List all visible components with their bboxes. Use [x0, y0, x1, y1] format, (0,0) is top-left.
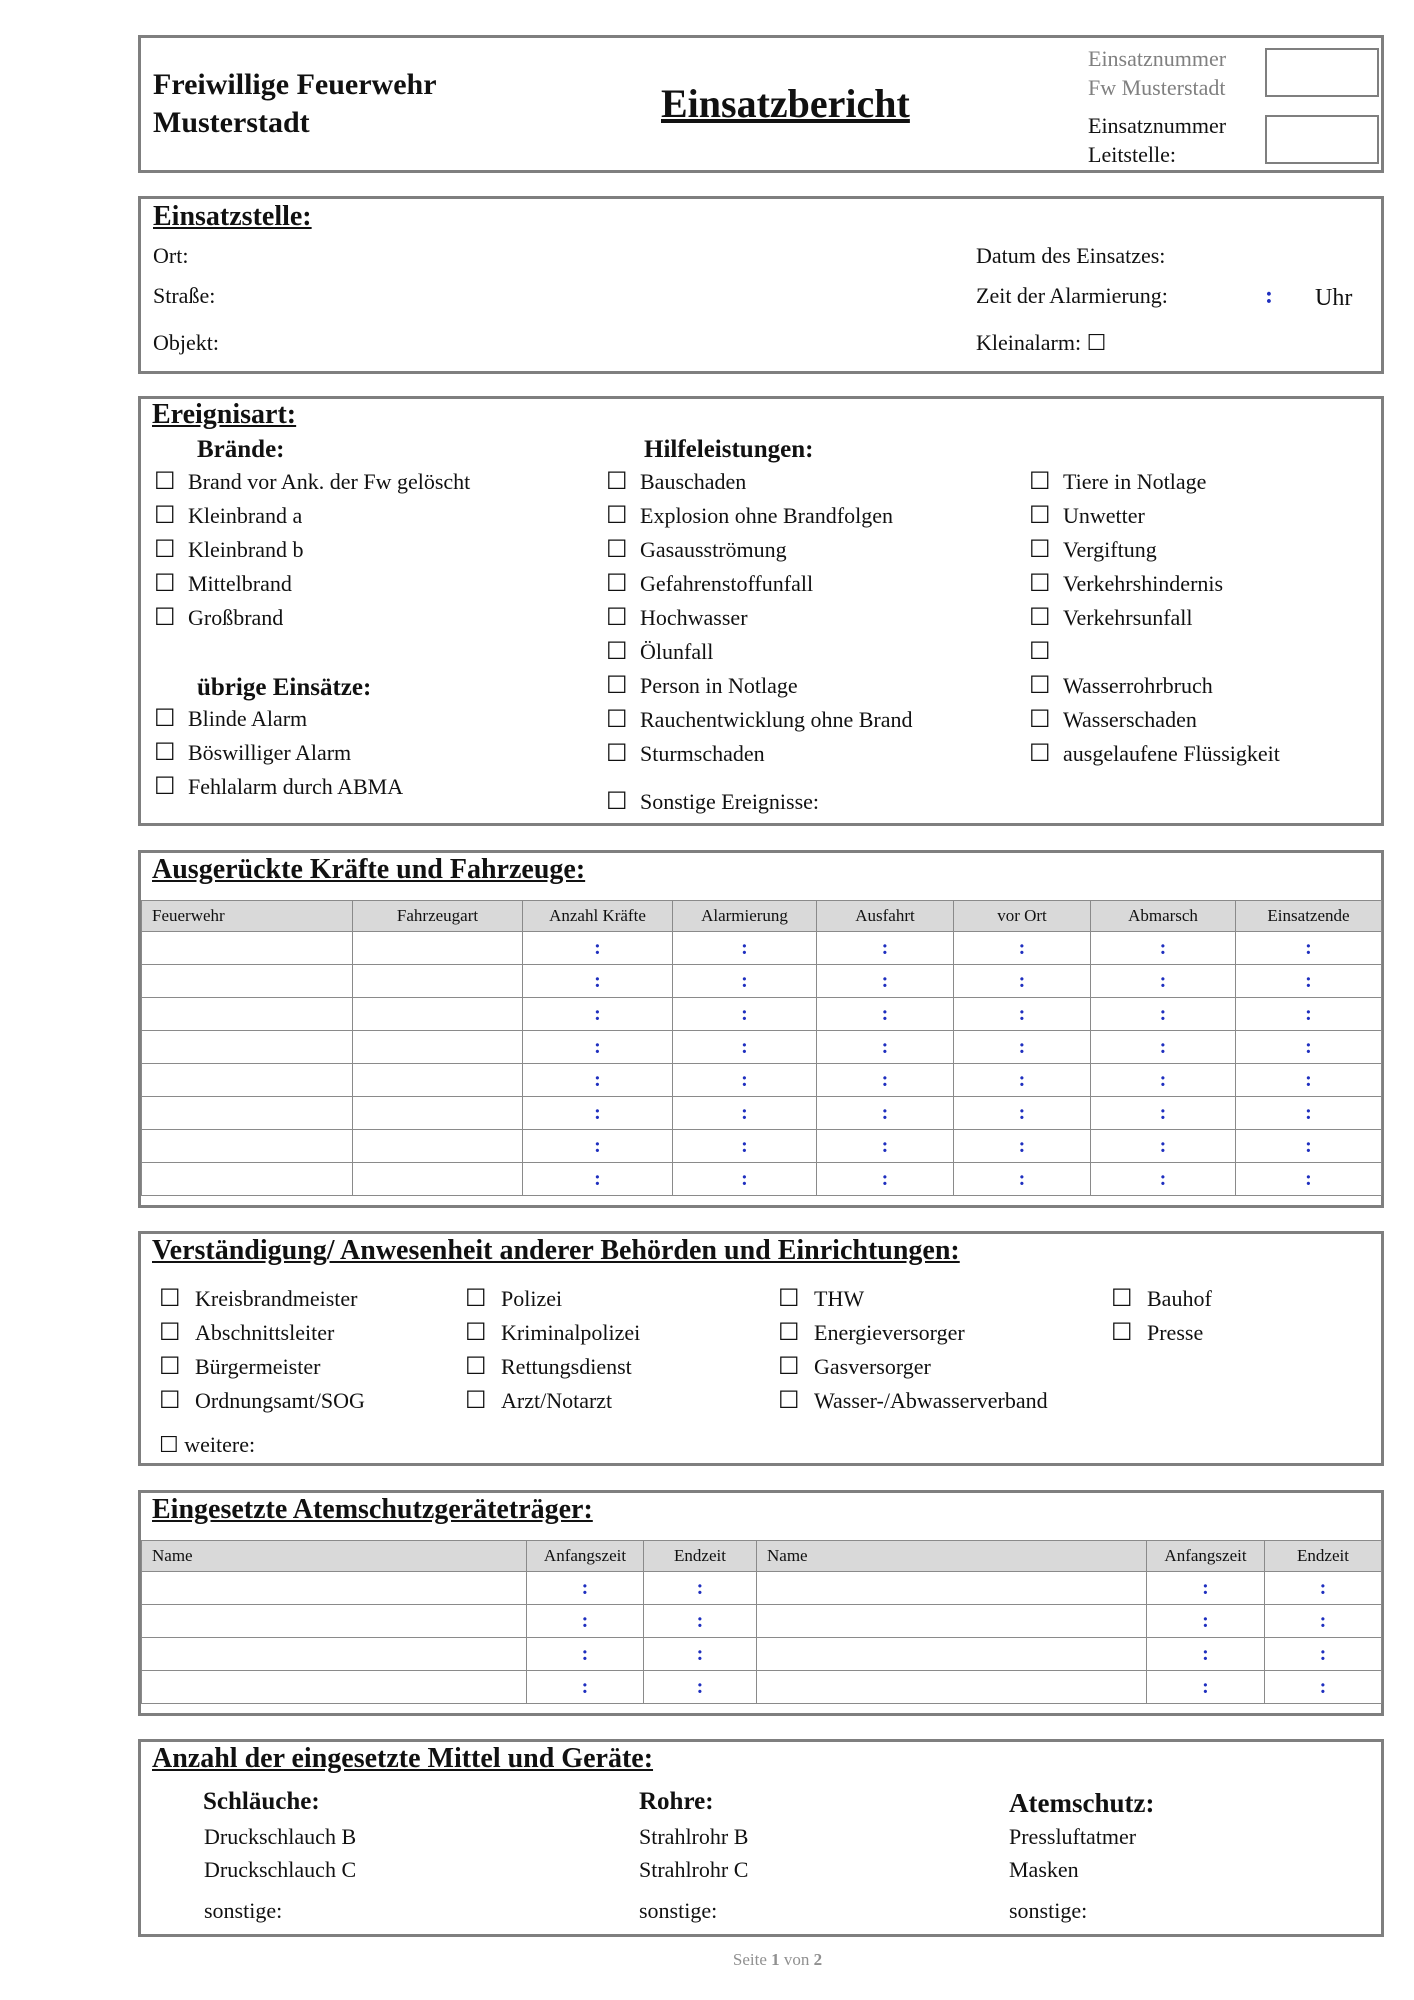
footer-total-pages: 2	[813, 1950, 823, 1969]
table-cell[interactable]: :	[954, 1130, 1091, 1163]
mittel-box	[138, 1739, 1384, 1937]
behoerde-item-label: Ordnungsamt/SOG	[195, 1388, 365, 1413]
table-cell[interactable]	[353, 1097, 523, 1130]
hilfe-item-label: Tiere in Notlage	[1063, 469, 1207, 494]
table-cell[interactable]: :	[523, 1064, 673, 1097]
table-cell[interactable]	[757, 1638, 1147, 1671]
behoerde-item-label: Polizei	[501, 1286, 563, 1311]
checkbox[interactable]: ☐	[465, 1286, 487, 1312]
footer-seite: Seite	[732, 1950, 767, 1969]
ls-number-field[interactable]	[1265, 115, 1379, 164]
uebrige-item-label: Fehlalarm durch ABMA	[188, 774, 404, 799]
hilfe-item[interactable]	[606, 637, 713, 666]
table-cell[interactable]: :	[1147, 1638, 1265, 1671]
table-cell[interactable]: :	[817, 932, 954, 965]
hilfe-item[interactable]	[1029, 535, 1157, 564]
hilfe-item[interactable]	[606, 501, 893, 530]
table-cell[interactable]: :	[1091, 965, 1236, 998]
table-cell[interactable]: :	[523, 998, 673, 1031]
table-cell[interactable]	[142, 1064, 353, 1097]
table-cell[interactable]	[142, 998, 353, 1031]
behoerde-item-label: THW	[814, 1286, 865, 1311]
org-name	[153, 66, 437, 142]
behoerde-item[interactable]	[465, 1352, 632, 1381]
behoerde-item[interactable]	[778, 1318, 965, 1347]
hilfe-item[interactable]	[606, 739, 765, 768]
table-cell[interactable]: :	[817, 1031, 954, 1064]
table-cell[interactable]	[142, 932, 353, 965]
schlaeuche-sonstige: sonstige:	[204, 1898, 283, 1923]
checkbox[interactable]: ☐	[154, 740, 176, 766]
checkbox[interactable]: ☐	[778, 1320, 800, 1346]
table-cell[interactable]: :	[644, 1605, 757, 1638]
hilfe-item-label: Vergiftung	[1063, 537, 1157, 562]
table-cell[interactable]: :	[644, 1638, 757, 1671]
einsatzstelle-box	[138, 196, 1384, 374]
table-cell[interactable]	[353, 1064, 523, 1097]
table-cell[interactable]: :	[954, 1163, 1091, 1196]
column-header: Ausfahrt	[817, 901, 954, 932]
uebrige-title: übrige Einsätze:	[197, 674, 372, 701]
checkbox[interactable]: ☐	[606, 789, 628, 815]
column-header: Anfangszeit	[1147, 1541, 1265, 1572]
einsatzstelle-title: Einsatzstelle:	[153, 201, 312, 232]
weitere-item[interactable]	[159, 1432, 255, 1458]
ort-label: Ort:	[153, 243, 189, 268]
header-box	[138, 35, 1384, 173]
table-cell[interactable]: :	[1236, 998, 1382, 1031]
table-row	[142, 965, 1382, 998]
behoerde-item-label: Kreisbrandmeister	[195, 1286, 358, 1311]
hilfe-item-label: Sturmschaden	[640, 741, 765, 766]
checkbox[interactable]: ☐	[606, 503, 628, 529]
checkbox[interactable]: ☐	[606, 639, 628, 665]
behoerde-item-label: Rettungsdienst	[501, 1354, 632, 1379]
table-cell[interactable]: :	[817, 1163, 954, 1196]
table-cell[interactable]: :	[673, 1064, 817, 1097]
checkbox[interactable]: ☐	[1029, 741, 1051, 767]
table-cell[interactable]: :	[954, 1097, 1091, 1130]
hilfe-title: Hilfeleistungen:	[644, 436, 814, 463]
table-cell[interactable]: :	[954, 965, 1091, 998]
behoerde-item[interactable]	[159, 1284, 358, 1313]
table-cell[interactable]	[142, 1605, 527, 1638]
table-cell[interactable]	[353, 1130, 523, 1163]
table-cell[interactable]	[353, 1031, 523, 1064]
table-cell[interactable]: :	[954, 1064, 1091, 1097]
rohre-item: Strahlrohr B	[639, 1824, 749, 1849]
checkbox[interactable]: ☐	[606, 571, 628, 597]
hilfe-item[interactable]	[606, 535, 787, 564]
hilfe-item-label: Wasserschaden	[1063, 707, 1197, 732]
atemschutz-title: Eingesetzte Atemschutzgeräteträger:	[152, 1494, 593, 1525]
checkbox[interactable]: ☐	[606, 741, 628, 767]
table-row	[142, 1064, 1382, 1097]
brand-item-label: Kleinbrand b	[188, 537, 304, 562]
brand-item[interactable]	[154, 569, 292, 598]
behoerde-item[interactable]	[465, 1386, 612, 1415]
brand-item[interactable]	[154, 501, 302, 530]
table-cell[interactable]: :	[1091, 1031, 1236, 1064]
table-cell[interactable]: :	[1091, 1064, 1236, 1097]
rohre-item: Strahlrohr C	[639, 1857, 749, 1882]
kleinalarm-text: Kleinalarm:	[976, 330, 1082, 355]
table-cell[interactable]	[142, 1572, 527, 1605]
page-title: Einsatzbericht	[661, 81, 910, 126]
checkbox[interactable]: ☐	[606, 469, 628, 495]
org-line1: Freiwillige Feuerwehr	[153, 68, 437, 101]
checkbox[interactable]: ☐	[159, 1320, 181, 1346]
table-cell[interactable]: :	[954, 998, 1091, 1031]
column-header: Anzahl Kräfte	[523, 901, 673, 932]
checkbox[interactable]: ☐	[606, 673, 628, 699]
table-cell[interactable]: :	[1147, 1671, 1265, 1704]
table-cell[interactable]: :	[523, 1031, 673, 1064]
hilfe-item-label: Person in Notlage	[640, 673, 798, 698]
table-cell[interactable]	[142, 965, 353, 998]
org-line2: Musterstadt	[153, 106, 310, 139]
checkbox[interactable]: ☐	[154, 605, 176, 631]
brand-item[interactable]	[154, 603, 283, 632]
column-header: vor Ort	[954, 901, 1091, 932]
footer-page-number: 1	[771, 1950, 780, 1969]
fw-number-field[interactable]	[1265, 48, 1379, 97]
behoerde-item[interactable]	[465, 1318, 640, 1347]
behoerde-item[interactable]	[465, 1284, 562, 1313]
atemschutz-box	[138, 1490, 1384, 1716]
table-cell[interactable]: :	[1236, 1097, 1382, 1130]
strasse-label: Straße:	[153, 283, 216, 308]
table-cell[interactable]: :	[1265, 1638, 1382, 1671]
hilfe-item-label: Gasausströmung	[640, 537, 787, 562]
checkbox[interactable]: ☐	[1029, 537, 1051, 563]
checkbox[interactable]: ☐	[606, 605, 628, 631]
hilfe-item-label: Bauschaden	[640, 469, 747, 494]
hilfe-item-label: Verkehrsunfall	[1063, 605, 1193, 630]
behoerde-item-label: Wasser-/Abwasserverband	[814, 1388, 1048, 1413]
checkbox[interactable]: ☐	[154, 571, 176, 597]
brand-item-label: Kleinbrand a	[188, 503, 303, 528]
table-cell[interactable]: :	[1147, 1605, 1265, 1638]
fw-number-label	[1088, 44, 1226, 102]
ls-number-label	[1088, 111, 1226, 169]
kraefte-table	[141, 900, 1382, 1196]
table-cell[interactable]	[757, 1671, 1147, 1704]
schlaeuche-title: Schläuche:	[203, 1788, 320, 1815]
behoerden-title: Verständigung/ Anwesenheit anderer Behörden und Einrichtungen:	[152, 1235, 960, 1266]
table-cell[interactable]	[757, 1605, 1147, 1638]
table-cell[interactable]	[142, 1163, 353, 1196]
checkbox[interactable]: ☐	[465, 1320, 487, 1346]
table-cell[interactable]: :	[1236, 965, 1382, 998]
table-cell[interactable]: :	[523, 965, 673, 998]
behoerde-item[interactable]	[159, 1386, 365, 1415]
ls-number-label-line2: Leitstelle:	[1088, 142, 1176, 167]
checkbox[interactable]: ☐	[1029, 503, 1051, 529]
table-row	[142, 1163, 1382, 1196]
table-cell[interactable]	[142, 1671, 527, 1704]
table-cell[interactable]: :	[673, 965, 817, 998]
hilfe-item-label: Wasserrohrbruch	[1063, 673, 1213, 698]
table-row	[142, 1097, 1382, 1130]
behoerde-item[interactable]	[778, 1386, 1048, 1415]
table-cell[interactable]: :	[817, 1064, 954, 1097]
hilfe-item-label: Unwetter	[1063, 503, 1145, 528]
table-cell[interactable]: :	[1091, 998, 1236, 1031]
rohre-title: Rohre:	[639, 1788, 714, 1815]
behoerde-item-label: Arzt/Notarzt	[501, 1388, 613, 1413]
ls-number-label-line1: Einsatznummer	[1088, 113, 1227, 138]
kleinalarm-checkbox[interactable]: ☐	[1086, 330, 1107, 355]
brand-item[interactable]	[154, 467, 470, 496]
table-row	[142, 1572, 1382, 1605]
checkbox[interactable]: ☐	[1029, 469, 1051, 495]
behoerde-item-label: Kriminalpolizei	[501, 1320, 641, 1345]
hilfe-item[interactable]	[1029, 603, 1193, 632]
table-cell[interactable]: :	[1265, 1671, 1382, 1704]
atemschutz-sonstige: sonstige:	[1009, 1898, 1088, 1923]
table-cell[interactable]: :	[673, 1031, 817, 1064]
checkbox[interactable]: ☐	[1029, 639, 1051, 665]
table-row	[142, 1031, 1382, 1064]
column-header: Einsatzende	[1236, 901, 1382, 932]
table-cell[interactable]: :	[673, 1097, 817, 1130]
table-cell[interactable]	[142, 1638, 527, 1671]
zeit-colon[interactable]: :	[1265, 283, 1273, 309]
column-header: Name	[757, 1541, 1147, 1572]
hilfe-item[interactable]	[1029, 501, 1145, 530]
checkbox[interactable]: ☐	[778, 1354, 800, 1380]
behoerde-item-label: Gasversorger	[814, 1354, 931, 1379]
table-cell[interactable]: :	[523, 932, 673, 965]
behoerde-item[interactable]	[159, 1318, 334, 1347]
checkbox[interactable]: ☐	[465, 1388, 487, 1414]
table-cell[interactable]: :	[527, 1671, 644, 1704]
uebrige-item[interactable]	[154, 704, 307, 733]
table-cell[interactable]	[142, 1130, 353, 1163]
checkbox[interactable]: ☐	[465, 1354, 487, 1380]
checkbox[interactable]: ☐	[1029, 605, 1051, 631]
uebrige-item-label: Blinde Alarm	[188, 706, 308, 731]
behoerde-item-label: Energieversorger	[814, 1320, 965, 1345]
atemschutz-item: Masken	[1009, 1857, 1079, 1882]
table-cell[interactable]: :	[673, 998, 817, 1031]
sonstige-ereignisse-label: Sonstige Ereignisse:	[640, 789, 820, 814]
checkbox[interactable]: ☐	[778, 1286, 800, 1312]
table-cell[interactable]: :	[673, 1130, 817, 1163]
checkbox[interactable]: ☐	[1111, 1320, 1133, 1346]
behoerde-item-label: Bürgermeister	[195, 1354, 321, 1379]
uebrige-item[interactable]	[154, 772, 403, 801]
hilfe-item-label: Ölunfall	[640, 639, 714, 664]
schlaeuche-item: Druckschlauch C	[204, 1857, 357, 1882]
braende-title: Brände:	[197, 436, 285, 463]
column-header: Fahrzeugart	[353, 901, 523, 932]
checkbox[interactable]: ☐	[159, 1354, 181, 1380]
hilfe-item[interactable]	[1029, 569, 1223, 598]
table-row	[142, 1671, 1382, 1704]
table-cell[interactable]: :	[644, 1671, 757, 1704]
checkbox[interactable]: ☐	[159, 1432, 179, 1457]
table-cell[interactable]	[353, 932, 523, 965]
table-cell[interactable]: :	[817, 965, 954, 998]
footer-von: von	[783, 1950, 810, 1969]
column-header: Abmarsch	[1091, 901, 1236, 932]
checkbox[interactable]: ☐	[154, 774, 176, 800]
checkbox[interactable]: ☐	[1029, 673, 1051, 699]
sonstige-ereignisse[interactable]	[606, 787, 819, 816]
table-cell[interactable]: :	[1091, 1097, 1236, 1130]
atemschutz-geraete-title: Atemschutz:	[1009, 1788, 1155, 1818]
table-cell[interactable]: :	[1236, 1163, 1382, 1196]
column-header: Feuerwehr	[142, 901, 353, 932]
behoerde-item-label: Abschnittsleiter	[195, 1320, 335, 1345]
table-cell[interactable]: :	[1236, 1064, 1382, 1097]
hilfe-item-label: Explosion ohne Brandfolgen	[640, 503, 893, 528]
behoerde-item[interactable]	[1111, 1318, 1203, 1347]
table-cell[interactable]: :	[523, 1163, 673, 1196]
column-header: Alarmierung	[673, 901, 817, 932]
table-cell[interactable]: :	[527, 1572, 644, 1605]
checkbox[interactable]: ☐	[154, 469, 176, 495]
kraefte-box	[138, 850, 1384, 1208]
hilfe-item-label: Gefahrenstoffunfall	[640, 571, 814, 596]
schlaeuche-item: Druckschlauch B	[204, 1824, 357, 1849]
table-row	[142, 1605, 1382, 1638]
table-cell[interactable]: :	[817, 1097, 954, 1130]
ereignisart-box	[138, 396, 1384, 826]
uebrige-item[interactable]	[154, 738, 351, 767]
atemschutz-item: Pressluftatmer	[1009, 1824, 1137, 1849]
hilfe-item-label: ausgelaufene Flüssigkeit	[1063, 741, 1280, 766]
checkbox[interactable]: ☐	[1029, 707, 1051, 733]
ereignisart-title: Ereignisart:	[152, 399, 297, 430]
table-row	[142, 932, 1382, 965]
behoerden-box	[138, 1231, 1384, 1466]
table-cell[interactable]: :	[817, 998, 954, 1031]
table-cell[interactable]: :	[1265, 1572, 1382, 1605]
checkbox[interactable]: ☐	[154, 503, 176, 529]
kraefte-title: Ausgerückte Kräfte und Fahrzeuge:	[152, 854, 586, 885]
hilfe-item[interactable]	[606, 705, 913, 734]
hilfe-item[interactable]	[1029, 705, 1197, 734]
hilfe-item[interactable]	[1029, 671, 1213, 700]
rohre-sonstige: sonstige:	[639, 1898, 718, 1923]
table-cell[interactable]: :	[1236, 1130, 1382, 1163]
hilfe-item-label: Rauchentwicklung ohne Brand	[640, 707, 913, 732]
brand-item-label: Brand vor Ank. der Fw gelöscht	[188, 469, 471, 494]
uebrige-item-label: Böswilliger Alarm	[188, 740, 352, 765]
table-cell[interactable]	[353, 965, 523, 998]
table-cell[interactable]: :	[644, 1572, 757, 1605]
uhr-label: Uhr	[1315, 285, 1353, 311]
fw-number-label-line2: Fw Musterstadt	[1088, 75, 1226, 100]
table-cell[interactable]: :	[954, 1031, 1091, 1064]
table-cell[interactable]: :	[1236, 932, 1382, 965]
hilfe-item[interactable]	[1029, 739, 1280, 768]
behoerde-item-label: Bauhof	[1147, 1286, 1212, 1311]
checkbox[interactable]: ☐	[606, 537, 628, 563]
fw-number-label-line1: Einsatznummer	[1088, 46, 1227, 71]
table-cell[interactable]	[353, 1163, 523, 1196]
table-cell[interactable]: :	[673, 932, 817, 965]
objekt-label: Objekt:	[153, 330, 219, 355]
brand-item[interactable]	[154, 535, 303, 564]
hilfe-item[interactable]	[1029, 467, 1206, 496]
table-cell[interactable]: :	[1265, 1605, 1382, 1638]
mittel-title: Anzahl der eingesetzte Mittel und Geräte:	[152, 1743, 654, 1774]
checkbox[interactable]: ☐	[154, 706, 176, 732]
kleinalarm-label	[976, 330, 1106, 356]
hilfe-item[interactable]	[606, 467, 746, 496]
zeit-label: Zeit der Alarmierung:	[976, 283, 1168, 308]
table-cell[interactable]: :	[523, 1130, 673, 1163]
hilfe-item-label: Hochwasser	[640, 605, 748, 630]
hilfe-item[interactable]	[606, 671, 798, 700]
hilfe-item[interactable]	[606, 603, 748, 632]
table-cell[interactable]: :	[673, 1163, 817, 1196]
table-row	[142, 1638, 1382, 1671]
table-cell[interactable]	[757, 1572, 1147, 1605]
behoerde-item[interactable]	[159, 1352, 320, 1381]
column-header: Anfangszeit	[527, 1541, 644, 1572]
datum-label: Datum des Einsatzes:	[976, 243, 1166, 268]
table-cell[interactable]: :	[817, 1130, 954, 1163]
table-cell[interactable]: :	[1147, 1572, 1265, 1605]
hilfe-item[interactable]	[606, 569, 813, 598]
page-footer	[0, 1950, 1414, 1970]
table-cell[interactable]: :	[1091, 932, 1236, 965]
behoerde-item-label: Presse	[1147, 1320, 1204, 1345]
table-row	[142, 998, 1382, 1031]
hilfe-item-label: Verkehrshindernis	[1063, 571, 1224, 596]
table-cell[interactable]: :	[1091, 1130, 1236, 1163]
table-row	[142, 1130, 1382, 1163]
behoerde-item[interactable]	[1111, 1284, 1212, 1313]
checkbox[interactable]: ☐	[159, 1286, 181, 1312]
behoerde-item[interactable]	[778, 1284, 864, 1313]
column-header: Name	[142, 1541, 527, 1572]
table-cell[interactable]: :	[523, 1097, 673, 1130]
table-cell[interactable]	[142, 1031, 353, 1064]
table-cell[interactable]: :	[954, 932, 1091, 965]
table-cell[interactable]: :	[527, 1638, 644, 1671]
atemschutz-table	[141, 1540, 1382, 1704]
checkbox[interactable]: ☐	[1111, 1286, 1133, 1312]
hilfe-item[interactable]	[1029, 637, 1063, 666]
behoerde-item[interactable]	[778, 1352, 931, 1381]
weitere-label: weitere:	[184, 1432, 256, 1457]
checkbox[interactable]: ☐	[1029, 571, 1051, 597]
table-cell[interactable]: :	[1236, 1031, 1382, 1064]
checkbox[interactable]: ☐	[159, 1388, 181, 1414]
table-cell[interactable]	[142, 1097, 353, 1130]
brand-item-label: Großbrand	[188, 605, 284, 630]
checkbox[interactable]: ☐	[154, 537, 176, 563]
column-header: Endzeit	[644, 1541, 757, 1572]
table-cell[interactable]	[353, 998, 523, 1031]
table-cell[interactable]: :	[527, 1605, 644, 1638]
table-cell[interactable]: :	[1091, 1163, 1236, 1196]
brand-item-label: Mittelbrand	[188, 571, 292, 596]
checkbox[interactable]: ☐	[778, 1388, 800, 1414]
checkbox[interactable]: ☐	[606, 707, 628, 733]
column-header: Endzeit	[1265, 1541, 1382, 1572]
